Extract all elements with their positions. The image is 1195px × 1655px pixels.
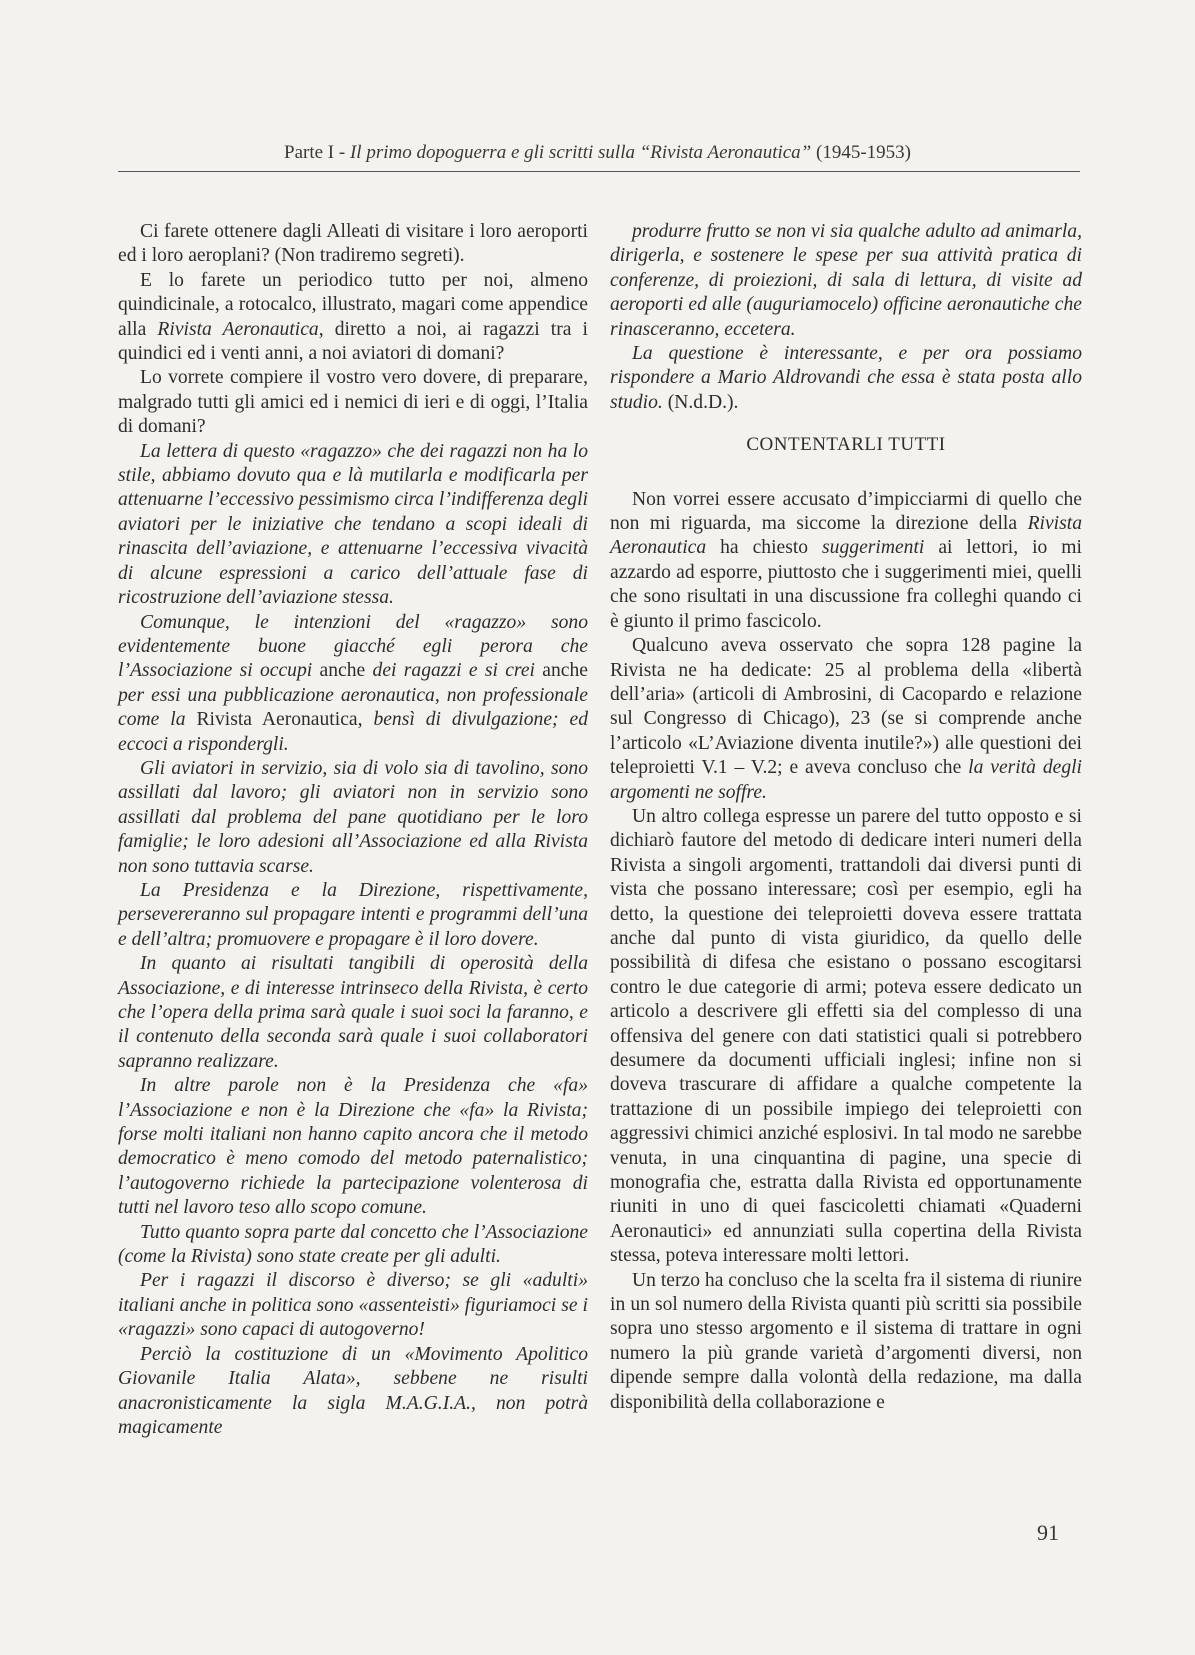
text-run: anche xyxy=(534,660,588,682)
text-run: per essi una pubblicazione aeronautica, non professionale come la xyxy=(118,684,588,731)
running-head-title: Il primo dopoguerra e gli scritti sulla “Rivista Aeronautica” xyxy=(349,142,812,163)
running-head xyxy=(0,142,1195,164)
paragraph xyxy=(118,952,588,1074)
paragraph xyxy=(118,366,588,439)
running-head-part: Parte I - xyxy=(284,142,350,163)
text-run: La lettera di questo «ragazzo» che dei ragazzi non ha lo stile, abbiamo dovuto qua e là mutilarla e modificarla per attenuarne l’eccessivo pessimismo circa l’indifferenza degli aviatori per le iniziative che tendano a scopi ideali di rinascita dell’aviazione, e attenuarne l’eccessiva vivacità di alcune espressioni a carico dell’attuale fase di ricostruzione dell’aviazione stessa. xyxy=(118,440,588,609)
editor-note xyxy=(610,220,1082,415)
text-run: Non vorrei essere accusato d’impicciarmi di quello che non mi riguarda, ma siccome la direzione della xyxy=(610,488,1082,535)
text-run: , diretto a noi, ai ragazzi tra i quindici ed i venti anni, a noi aviatori di domani? xyxy=(118,318,588,365)
paragraph xyxy=(118,440,588,611)
paragraph xyxy=(118,1269,588,1342)
text-run: Qualcuno aveva osservato che sopra 128 pagine la Rivista ne ha dedicate: 25 al problema della «libertà dell’aria» (articoli di Ambrosini, di Cacopardo e relazione sul Congresso di Chicago), 23 (se si comprende anche l’articolo «L’Aviazione diventa inutile?») alle questioni dei teleproietti V.1 – V.2; e aveva concluso che xyxy=(610,635,1082,779)
left-column xyxy=(118,220,588,1440)
text-run: ai lettori, io mi azzardo ad esporre, piuttosto che i suggerimenti miei, quelli che sono risultati in una discussione fra colleghi quando ci è giunto il primo fascicolo. xyxy=(610,537,1082,632)
paragraph xyxy=(118,269,588,367)
text-run: In altre parole non è la Presidenza che «fa» l’Associazione e non è la Direzione che «fa» la Rivista; forse molti italiani non hanno capito ancora che il metodo democratico è meno comodo del metodo paternalistico; l’autogoverno richiede la partecipazione volenterosa di tutti nel lavoro teso allo scopo comune. xyxy=(118,1075,588,1219)
text-run: Lo vorrete compiere il vostro vero dovere, di preparare, malgrado tutti gli amici ed i nemici di ieri e di oggi, l’Italia di domani? xyxy=(118,367,588,438)
text-run: Rivista Aeronautica xyxy=(610,513,1082,559)
text-run: E lo farete un periodico tutto per noi, almeno quindicinale, a rotocalco, illustrato, magari come appendice alla xyxy=(118,269,588,340)
text-run: ha chiesto xyxy=(706,537,823,559)
paragraph xyxy=(118,879,588,952)
text-run: Tutto quanto sopra parte dal concetto che l’Associazione (come la Rivista) sono state create per gli adulti. xyxy=(118,1221,588,1268)
text-run: bensì di divulgazione; ed eccoci a rispondergli. xyxy=(118,709,589,755)
article-body xyxy=(610,488,1082,1415)
running-head-years: (1945-1953) xyxy=(811,142,911,163)
text-run: Ci farete ottenere dagli Alleati di visitare i loro aeroporti ed i loro aeroplani? (Non tradiremo segreti). xyxy=(118,221,588,267)
header-rule xyxy=(118,171,1080,172)
paragraph xyxy=(118,757,588,879)
paragraph xyxy=(118,220,588,269)
text-run: Rivista Aeronautica xyxy=(157,318,319,340)
text-run: dei ragazzi e si crei xyxy=(372,660,535,682)
text-run: (N.d.D.). xyxy=(662,391,739,413)
paragraph xyxy=(118,1074,588,1220)
paragraph xyxy=(610,634,1082,805)
text-run: Comunque, le intenzioni del «ragazzo» sono evidentemente buone giacché egli perora che l’Associazione si occupi xyxy=(118,611,588,682)
paragraph xyxy=(118,1221,588,1270)
paragraph xyxy=(118,1343,588,1441)
text-run: Perciò la costituzione di un «Movimento Apolitico Giovanile Italia Alata», sebbene ne risulti anacronisticamente la sigla M.A.G.I.A., non potrà magicamente xyxy=(118,1343,588,1438)
paragraph xyxy=(610,805,1082,1269)
text-run: suggerimenti xyxy=(822,537,925,559)
paragraph xyxy=(610,220,1082,342)
text-run: Un terzo ha concluso che la scelta fra il sistema di riunire in un sol numero della Rivista quanti più scritti sia possibile sopra uno stesso argomento e il sistema di trattare in ogni numero la più grande varietà d’argomenti diversi, non dipende sempre dalla volontà della redazione, ma dalla disponibilità della collaborazione e xyxy=(610,1269,1082,1413)
page-number: 91 xyxy=(1037,1520,1059,1545)
right-column xyxy=(610,220,1082,1415)
paragraph xyxy=(610,342,1082,415)
text-run: Un altro collega espresse un parere del tutto opposto e si dichiarò fautore del metodo di dedicare interi numeri della Rivista a singoli argomenti, trattandoli dai diversi punti di vista che possano interessare; così per esempio, egli ha detto, la questione dei teleproietti doveva essere trattata anche dal punto di vista giuridico, da quello delle possibilità di difesa che esistano o possano escogitarsi contro le due categorie di armi; poteva essere dedicato un articolo a descrivere gli effetti sia del complesso di una offensiva del genere con dati statistici quali si potrebbero desumere da documenti ufficiali inglesi; infine non si doveva trascurare di affidare a qualche competente la trattazione di un possibile impiego dei teleproietti con aggressivi chimici anziché esplosivi. In tal modo ne sarebbe venuta, in una cinquantina di pagine, una specie di monografia che, estratta dalla Rivista ed opportunamente riuniti in uno di quei fascicoletti chiamati «Quaderni Aeronautici» ed annunziati sulla copertina della Rivista stessa, poteva interessare molti lettori. xyxy=(610,805,1082,1267)
text-run: produrre frutto se non vi sia qualche adulto ad animarla, dirigerla, e sostenere le spese per sua attività pratica di conferenze, di proiezioni, di sala di lettura, di visite ad aeroporti ed alle (auguriamocelo) officine aeronautiche che rinasceranno, eccetera. xyxy=(610,221,1082,340)
text-run: Gli aviatori in servizio, sia di volo sia di tavolino, sono assillati dal lavoro; gli aviatori non in servizio sono assillati dal problema del pane quotidiano per le loro famiglie; le loro adesioni all’Associazione ed alla Rivista non sono tuttavia scarse. xyxy=(118,757,588,877)
text-run: In quanto ai risultati tangibili di operosità della Associazione, e di interesse intrinseco della Rivista, è certo che l’opera della prima sarà quale i suoi soci la faranno, e il contenuto della seconda sarà quale i suoi collaboratori sapranno realizzare. xyxy=(118,953,588,1072)
text-run: la verità degli argomenti ne soffre. xyxy=(610,757,1082,803)
text-run: La Presidenza e la Direzione, rispettivamente, persevereranno sul propagare intenti e programmi dell’una e dell’altra; promuovere e propagare è il loro dovere. xyxy=(118,879,588,950)
text-run: anche xyxy=(312,660,373,682)
paragraph xyxy=(610,1269,1082,1415)
paragraph xyxy=(610,488,1082,634)
section-heading: CONTENTARLI TUTTI xyxy=(746,434,946,456)
paragraph xyxy=(118,611,588,757)
text-run: Per i ragazzi il discorso è diverso; se gli «adulti» italiani anche in politica sono «assenteisti» figuriamoci se i «ragazzi» sono capaci di autogoverno! xyxy=(118,1270,588,1341)
text-run: Rivista Aeronautica, xyxy=(185,709,374,731)
text-run: La questione è interessante, e per ora possiamo rispondere a Mario Aldrovandi che essa è stata posta allo studio. xyxy=(610,343,1082,413)
